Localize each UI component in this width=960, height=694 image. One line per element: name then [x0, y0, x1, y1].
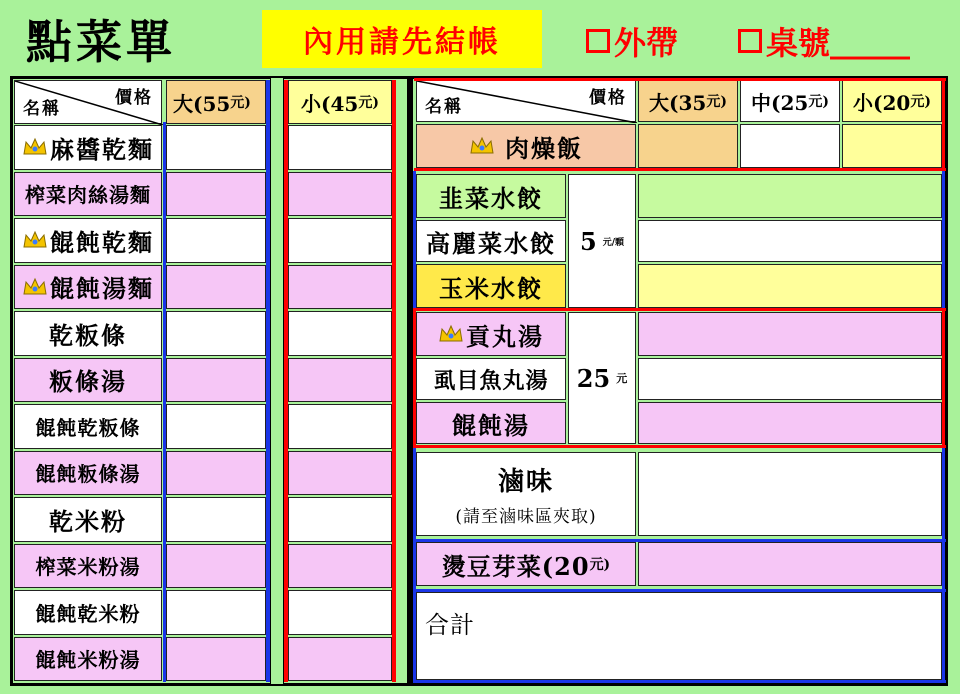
- left-large-qty[interactable]: [166, 218, 266, 263]
- left-menu-item[interactable]: [14, 311, 162, 356]
- left-small-qty[interactable]: [288, 590, 392, 635]
- crown-icon: [22, 276, 48, 298]
- left-menu-item-name: 餛飩粄條湯: [35, 462, 141, 487]
- sprouts-qty[interactable]: [638, 542, 942, 586]
- left-large-qty[interactable]: [166, 590, 266, 635]
- dumpling-price: [568, 174, 636, 308]
- braised-item[interactable]: [416, 452, 636, 536]
- dumpling-item[interactable]: 韭菜水餃: [416, 174, 566, 218]
- left-large-qty[interactable]: [166, 451, 266, 496]
- left-small-qty[interactable]: [288, 172, 392, 217]
- left-separator: [270, 78, 284, 684]
- left-menu-item[interactable]: [14, 404, 162, 449]
- rice-red-frame-top: [414, 78, 946, 81]
- left-menu-item[interactable]: [14, 218, 162, 263]
- left-small-header: [288, 80, 392, 124]
- soup-item[interactable]: [416, 312, 566, 356]
- rice-item[interactable]: [416, 124, 636, 168]
- left-large-qty[interactable]: [166, 125, 266, 170]
- rice-name: 肉燥飯: [505, 133, 583, 163]
- dumpling-item[interactable]: 高麗菜水餃: [416, 220, 566, 262]
- left-menu-item[interactable]: [14, 590, 162, 635]
- crown-icon: [469, 135, 495, 157]
- dumpling-item[interactable]: 玉米水餃: [416, 264, 566, 308]
- unit-yuan: 元): [808, 94, 829, 110]
- right-large-header-text: 大(35: [649, 90, 707, 115]
- left-menu-item[interactable]: [14, 358, 162, 403]
- soup-name: 貢丸湯: [466, 321, 544, 351]
- dine-in-notice-text: 內用請先結帳: [303, 25, 501, 60]
- left-large-qty[interactable]: [166, 497, 266, 542]
- soup-price: [568, 312, 636, 444]
- total-blue-frame-top: [414, 589, 946, 592]
- left-small-qty[interactable]: [288, 497, 392, 542]
- sprouts-blue-frame-top: [414, 539, 946, 542]
- left-menu-item[interactable]: [14, 497, 162, 542]
- left-small-qty[interactable]: [288, 358, 392, 403]
- crown-icon: [22, 229, 48, 251]
- left-small-qty[interactable]: [288, 404, 392, 449]
- soup-qty[interactable]: [638, 402, 942, 444]
- left-header-corner: [14, 80, 162, 124]
- total-field[interactable]: [416, 592, 942, 680]
- total-blue-frame-bottom: [414, 680, 946, 683]
- rice-red-frame-bottom: [414, 168, 946, 171]
- left-large-header-text: 大(55: [173, 91, 231, 116]
- left-price-header: 價格: [115, 88, 153, 108]
- soup-red-frame-top: [414, 308, 946, 311]
- sprouts-unit: 元): [589, 557, 611, 573]
- sprouts-item[interactable]: [416, 542, 636, 586]
- left-name-header: 名稱: [23, 99, 61, 119]
- left-small-qty[interactable]: [288, 265, 392, 310]
- left-large-qty[interactable]: [166, 311, 266, 356]
- crown-icon: [22, 136, 48, 158]
- unit-yuan: 元): [230, 95, 251, 111]
- left-large-qty[interactable]: [166, 172, 266, 217]
- left-small-header-text: 小(45: [301, 91, 359, 116]
- braised-name: 滷味: [497, 467, 554, 497]
- right-small-header: [842, 80, 942, 122]
- left-menu-item[interactable]: [14, 172, 162, 217]
- left-menu-item-name: 餛飩乾米粉: [35, 601, 141, 626]
- rice-medium-qty[interactable]: [740, 124, 840, 168]
- left-menu-item-name: 粄條湯: [49, 367, 127, 397]
- soup-item[interactable]: 虱目魚丸湯: [416, 358, 566, 400]
- left-menu-item[interactable]: [14, 265, 162, 310]
- left-large-qty[interactable]: [166, 358, 266, 403]
- takeout-option[interactable]: [586, 18, 678, 64]
- right-medium-header: [740, 80, 840, 122]
- left-small-qty[interactable]: [288, 125, 392, 170]
- total-label: 合計: [425, 611, 475, 639]
- soup-qty[interactable]: [638, 358, 942, 400]
- braised-qty[interactable]: [638, 452, 942, 536]
- left-menu-item-name: 餛飩乾麵: [50, 227, 154, 257]
- right-small-header-text: 小(20: [853, 90, 911, 115]
- dumpling-qty[interactable]: [638, 174, 942, 218]
- left-menu-item-name: 乾米粉: [49, 506, 127, 536]
- unit-yuan: 元): [706, 94, 727, 110]
- right-header-corner: [416, 80, 636, 122]
- page-title: 點菜單: [26, 15, 176, 69]
- sprouts-name: 燙豆芽菜(20: [441, 551, 590, 581]
- left-large-qty[interactable]: [166, 637, 266, 682]
- right-name-header: 名稱: [425, 97, 463, 117]
- left-large-qty[interactable]: [166, 404, 266, 449]
- rice-small-qty[interactable]: [842, 124, 942, 168]
- left-small-qty[interactable]: [288, 544, 392, 589]
- unit-yuan: 元): [358, 95, 379, 111]
- takeout-label: 外帶: [614, 24, 679, 62]
- table-checkbox[interactable]: [738, 29, 762, 53]
- left-menu-item[interactable]: [14, 544, 162, 589]
- left-small-qty[interactable]: [288, 637, 392, 682]
- left-menu-item-name: 餛飩湯麵: [50, 274, 154, 304]
- dine-in-notice: [262, 10, 542, 68]
- left-small-qty[interactable]: [288, 218, 392, 263]
- table-number-label: 桌號: [766, 24, 831, 62]
- left-small-qty[interactable]: [288, 451, 392, 496]
- crown-icon: [438, 323, 464, 345]
- left-menu-item-name: 麻醬乾麵: [50, 134, 154, 164]
- soup-price-unit: 元: [616, 372, 628, 385]
- dumpling-qty[interactable]: [638, 220, 942, 262]
- rice-large-qty[interactable]: [638, 124, 738, 168]
- left-small-qty[interactable]: [288, 311, 392, 356]
- dumpling-price-unit: 元/顆: [602, 237, 624, 248]
- unit-yuan: 元): [910, 94, 931, 110]
- takeout-checkbox[interactable]: [586, 29, 610, 53]
- soup-red-frame-bottom: [414, 445, 946, 448]
- left-menu-item-name: 餛飩米粉湯: [35, 648, 141, 673]
- braised-note: (請至滷味區夾取): [455, 507, 597, 527]
- left-red-divider-2: [392, 80, 396, 682]
- left-menu-item[interactable]: [14, 125, 162, 170]
- soup-red-frame-left: [413, 308, 416, 448]
- right-price-header: 價格: [589, 88, 627, 108]
- table-number-option[interactable]: [738, 18, 910, 64]
- soup-price-value: 25: [576, 363, 611, 393]
- soup-item[interactable]: 餛飩湯: [416, 402, 566, 444]
- left-large-qty[interactable]: [166, 265, 266, 310]
- table-number-blank[interactable]: _____: [830, 22, 911, 60]
- left-menu-item[interactable]: [14, 637, 162, 682]
- left-menu-item-name: 乾粄條: [49, 320, 127, 350]
- left-menu-item[interactable]: [14, 451, 162, 496]
- dumpling-qty[interactable]: [638, 264, 942, 308]
- rice-red-frame-right: [942, 78, 945, 171]
- left-red-divider: [284, 80, 288, 682]
- soup-red-frame-right: [942, 308, 945, 448]
- right-large-header: [638, 80, 738, 122]
- left-large-header: [166, 80, 266, 124]
- dumpling-price-value: 5: [580, 226, 597, 256]
- left-menu-item-name: 餛飩乾粄條: [35, 415, 141, 440]
- left-menu-item-name: 榨菜米粉湯: [35, 555, 141, 580]
- soup-qty[interactable]: [638, 312, 942, 356]
- left-menu-item-name: 榨菜肉絲湯麵: [25, 183, 151, 208]
- left-blue-divider: [163, 122, 166, 682]
- right-medium-header-text: 中(25: [751, 90, 809, 115]
- left-large-qty[interactable]: [166, 544, 266, 589]
